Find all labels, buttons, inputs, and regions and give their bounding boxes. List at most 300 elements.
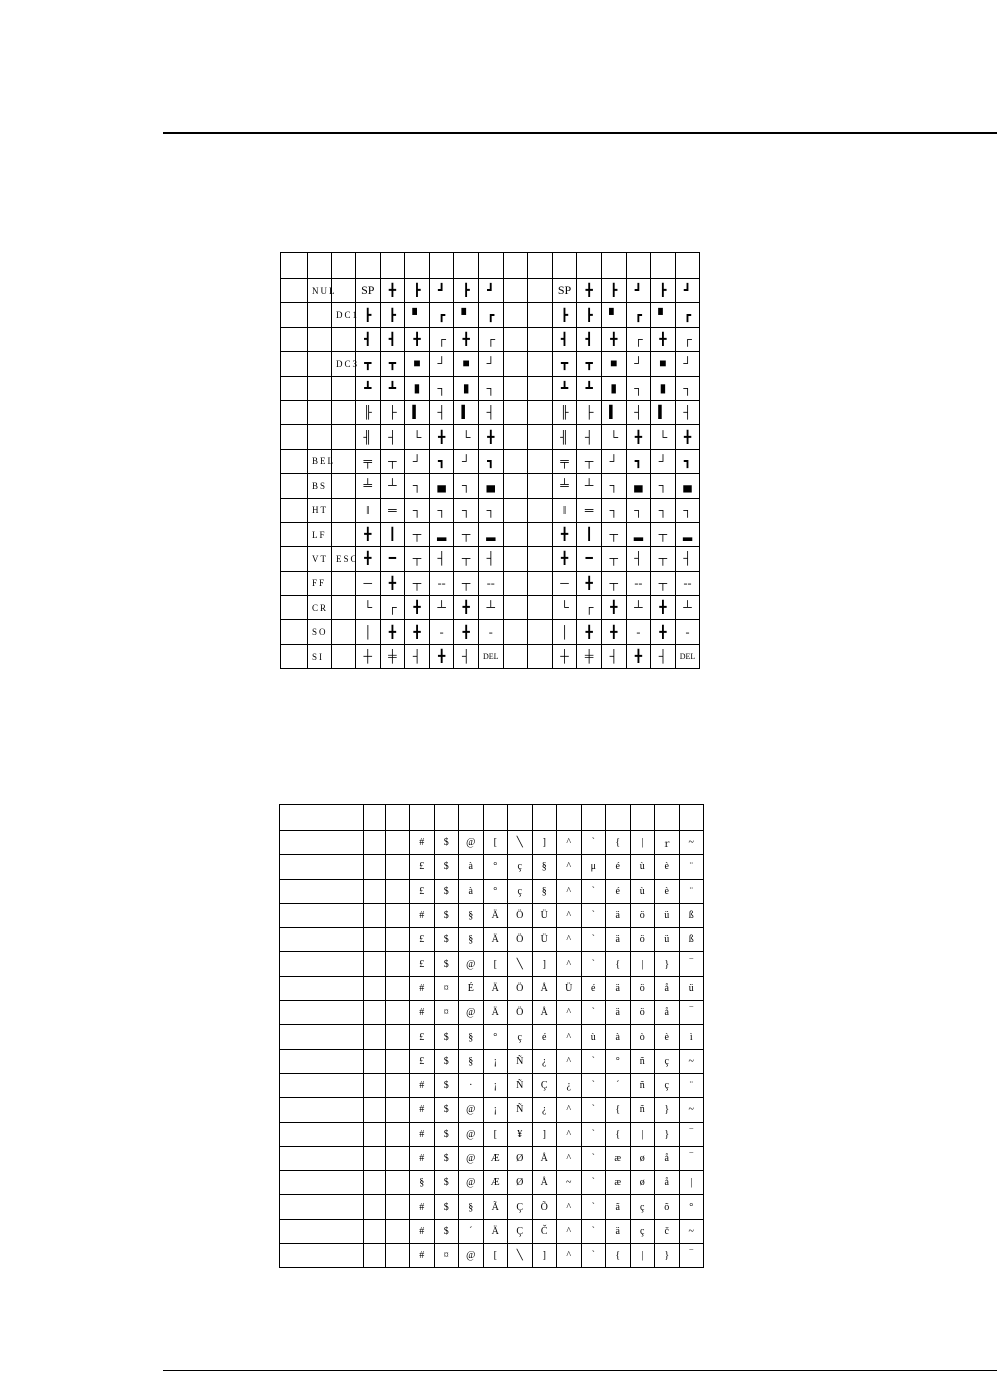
charset-cell: ¤ [434, 1244, 459, 1268]
code-cell: ┬ [601, 522, 626, 546]
table-row [280, 952, 704, 976]
charset-cell: ç [655, 1073, 680, 1097]
code-cell: ┬ [454, 547, 479, 571]
code-cell: ╤ [552, 449, 577, 473]
charset-cell: Ä [483, 1001, 508, 1025]
charset-cell: ù [630, 879, 655, 903]
code-cell [528, 571, 553, 595]
code-cell [503, 522, 528, 546]
charset-cell: ü [655, 903, 680, 927]
charset-cell: ` [581, 928, 606, 952]
charset-cell [280, 903, 364, 927]
table1-header-cell [601, 253, 626, 279]
charset-cell: Ä [483, 976, 508, 1000]
charset-cell: ù [630, 855, 655, 879]
code-cell [528, 547, 553, 571]
charset-cell: | [679, 1171, 704, 1195]
code-cell: ┐ [651, 474, 676, 498]
code-cell [528, 400, 553, 424]
code-cell [281, 327, 308, 351]
charset-cell [386, 1049, 410, 1073]
code-cell: ┬ [651, 522, 676, 546]
code-cell [308, 327, 332, 351]
code-cell: ┣ [356, 303, 381, 327]
code-cell: ╋ [651, 596, 676, 620]
charset-cell: ` [581, 1195, 606, 1219]
charset-cell: Æ [483, 1146, 508, 1170]
table1-header-row [281, 253, 700, 279]
charset-cell [386, 1171, 410, 1195]
charset-cell: ] [532, 1244, 557, 1268]
table1-header-cell [675, 253, 700, 279]
charset-cell: É [459, 976, 484, 1000]
code-cell [332, 644, 356, 668]
code-cell: ╋ [454, 596, 479, 620]
code-cell [281, 596, 308, 620]
code-cell: ┓ [675, 449, 700, 473]
table2-header-cell [434, 805, 459, 831]
table2-header-cell [557, 805, 582, 831]
charset-cell: ^ [557, 855, 582, 879]
charset-cell [386, 903, 410, 927]
code-cell: ╋ [429, 425, 454, 449]
code-cell: ┐ [601, 474, 626, 498]
code-cell: ┳ [380, 352, 405, 376]
code-cell: ┬ [380, 449, 405, 473]
charset-cell: } [655, 1098, 680, 1122]
table-row [281, 498, 700, 522]
code-cell: ‖ [356, 498, 381, 522]
charset-cell: Ä [483, 928, 508, 952]
code-cell: -- [429, 571, 454, 595]
charset-cell: ^ [557, 952, 582, 976]
code-cell: ╋ [651, 620, 676, 644]
code-cell: ┏ [675, 303, 700, 327]
charset-cell: ¡ [483, 1049, 508, 1073]
charset-cell: ä [606, 1219, 631, 1243]
code-cell [332, 474, 356, 498]
code-cell: ┛ [429, 279, 454, 303]
code-cell: ┌ [429, 327, 454, 351]
code-cell: ┳ [552, 352, 577, 376]
code-cell [308, 303, 332, 327]
code-cell [528, 303, 553, 327]
code-cell: ┐ [454, 498, 479, 522]
code-cell: ╪ [380, 644, 405, 668]
code-cell: -- [675, 571, 700, 595]
code-cell: ┣ [601, 279, 626, 303]
charset-cell: ^ [557, 1146, 582, 1170]
charset-cell: é [606, 879, 631, 903]
charset-cell: ä [606, 903, 631, 927]
code-cell: ╢ [552, 425, 577, 449]
code-cell: ┬ [651, 547, 676, 571]
code-cell: ▮ [651, 376, 676, 400]
code-cell: DC3 [332, 352, 356, 376]
charset-cell: £ [410, 1049, 435, 1073]
table-row [281, 327, 700, 351]
charset-cell [364, 1146, 386, 1170]
code-cell: └ [552, 596, 577, 620]
code-cell [528, 279, 553, 303]
footer-rule [163, 1370, 997, 1371]
code-cell: ┤ [429, 547, 454, 571]
charset-cell: } [655, 1244, 680, 1268]
code-cell: ╋ [651, 327, 676, 351]
code-cell: ┃ [380, 522, 405, 546]
code-cell: DC1 [332, 303, 356, 327]
table-row [280, 976, 704, 1000]
code-cell: ‖ [552, 498, 577, 522]
code-cell [332, 376, 356, 400]
charset-cell: õ [655, 1195, 680, 1219]
charset-cell: $ [434, 1122, 459, 1146]
code-cell: ┤ [478, 547, 503, 571]
charset-cell [386, 976, 410, 1000]
table1-header-cell [405, 253, 430, 279]
code-cell [528, 474, 553, 498]
code-cell [281, 449, 308, 473]
charset-cell: Ü [532, 903, 557, 927]
charset-cell: # [410, 1195, 435, 1219]
code-cell [528, 327, 553, 351]
table1-header-cell [308, 253, 332, 279]
charset-cell: ´ [459, 1219, 484, 1243]
code-cell [281, 400, 308, 424]
table1-header-cell [356, 253, 381, 279]
code-cell: ┐ [626, 376, 651, 400]
charset-cell: ø [630, 1146, 655, 1170]
charset-cell: ñ [630, 1049, 655, 1073]
code-cell: ┬ [454, 522, 479, 546]
code-cell: ┤ [626, 547, 651, 571]
code-cell [528, 449, 553, 473]
table-row [281, 449, 700, 473]
code-cell: -- [478, 571, 503, 595]
code-cell: ╋ [405, 596, 430, 620]
code-cell: ▄ [478, 474, 503, 498]
charset-cell: { [606, 831, 631, 855]
charset-cell: ¿ [532, 1049, 557, 1073]
code-cell: ┏ [429, 303, 454, 327]
charset-cell [280, 1171, 364, 1195]
charset-cell: § [459, 1049, 484, 1073]
code-cell: ┏ [478, 303, 503, 327]
charset-cell: ^ [557, 1219, 582, 1243]
code-cell: ▮ [601, 376, 626, 400]
charset-cell [386, 831, 410, 855]
code-cell [528, 425, 553, 449]
table-row [280, 855, 704, 879]
charset-cell: ` [581, 1049, 606, 1073]
charset-cell: $ [434, 928, 459, 952]
charset-cell: ¡ [483, 1098, 508, 1122]
charset-cell [386, 1146, 410, 1170]
charset-cell: é [581, 976, 606, 1000]
charset-cell [364, 1195, 386, 1219]
table2-header-cell [459, 805, 484, 831]
table2-header-cell [280, 805, 364, 831]
code-cell: ┐ [429, 498, 454, 522]
code-cell [332, 327, 356, 351]
charset-cell: | [630, 1244, 655, 1268]
code-cell: ╋ [380, 571, 405, 595]
code-cell: ┣ [380, 303, 405, 327]
charset-cell: # [410, 1219, 435, 1243]
charset-cell: $ [434, 1171, 459, 1195]
code-cell [503, 400, 528, 424]
charset-cell: Ü [557, 976, 582, 1000]
code-cell: FF [308, 571, 332, 595]
charset-cell: ~ [679, 1098, 704, 1122]
charset-cell: ¤ [434, 1001, 459, 1025]
charset-cell: Č [532, 1219, 557, 1243]
charset-cell: § [410, 1171, 435, 1195]
table-row [281, 279, 700, 303]
charset-cell [386, 1122, 410, 1146]
code-cell: └ [454, 425, 479, 449]
charset-cell: ~ [679, 1219, 704, 1243]
charset-cell: Ø [508, 1171, 533, 1195]
charset-cell: [ [483, 1122, 508, 1146]
code-cell [281, 376, 308, 400]
charset-cell: ╲ [508, 1244, 533, 1268]
code-cell [503, 571, 528, 595]
code-cell: ■ [454, 352, 479, 376]
charset-cell: Ø [508, 1146, 533, 1170]
code-cell: ▍ [651, 400, 676, 424]
table2-header-cell [364, 805, 386, 831]
charset-cell [386, 1219, 410, 1243]
charset-cell: [ [483, 952, 508, 976]
code-cell: ┫ [552, 327, 577, 351]
code-cell [528, 522, 553, 546]
charset-cell: ^ [557, 1025, 582, 1049]
charset-cell [280, 928, 364, 952]
charset-cell: é [606, 855, 631, 879]
charset-cell: ^ [557, 1244, 582, 1268]
table1-header-cell [626, 253, 651, 279]
table-row [280, 1146, 704, 1170]
code-cell: HT [308, 498, 332, 522]
code-cell: ╟ [356, 400, 381, 424]
code-cell: ┳ [577, 352, 602, 376]
code-cell: ┐ [405, 498, 430, 522]
code-cell: ╋ [405, 620, 430, 644]
charset-cell [386, 928, 410, 952]
charset-cell [280, 831, 364, 855]
charset-cell: } [655, 1122, 680, 1146]
charset-cell: Õ [532, 1195, 557, 1219]
table-row [281, 376, 700, 400]
charset-cell: · [459, 1073, 484, 1097]
code-cell: ■ [405, 352, 430, 376]
charset-cell: ö [630, 1001, 655, 1025]
code-cell: ┌ [626, 327, 651, 351]
table1-header-cell [332, 253, 356, 279]
code-cell: ┻ [380, 376, 405, 400]
charset-cell: # [410, 1001, 435, 1025]
charset-cell: ö [630, 928, 655, 952]
charset-cell: ù [581, 1025, 606, 1049]
code-cell: ┴ [380, 474, 405, 498]
charset-cell [280, 1001, 364, 1025]
charset-cell [280, 1025, 364, 1049]
charset-cell [280, 1073, 364, 1097]
charset-cell: ` [581, 831, 606, 855]
charset-cell: Ö [508, 903, 533, 927]
charset-cell: ö [630, 976, 655, 1000]
charset-cell: ü [679, 976, 704, 1000]
charset-cell [364, 1122, 386, 1146]
charset-cell [364, 879, 386, 903]
code-cell [308, 352, 332, 376]
code-cell: ━ [380, 547, 405, 571]
code-cell [332, 498, 356, 522]
table2-header-cell [386, 805, 410, 831]
code-cell: ┤ [577, 425, 602, 449]
code-cell: ╋ [577, 571, 602, 595]
code-cell: ┤ [380, 425, 405, 449]
charset-cell [364, 976, 386, 1000]
charset-cell: å [655, 976, 680, 1000]
charset-cell: ¨ [679, 879, 704, 903]
charset-cell: ^ [557, 1049, 582, 1073]
code-cell: ╋ [675, 425, 700, 449]
code-cell: NUL [308, 279, 332, 303]
charset-cell: Ä [483, 1219, 508, 1243]
code-cell: ┤ [429, 400, 454, 424]
code-cell [503, 474, 528, 498]
table2-header-cell [483, 805, 508, 831]
code-cell: ┻ [577, 376, 602, 400]
table1-header-cell [651, 253, 676, 279]
table2-header-cell [655, 805, 680, 831]
code-cell: ┴ [429, 596, 454, 620]
charset-cell: ~ [679, 1049, 704, 1073]
charset-cell: ‾ [679, 952, 704, 976]
charset-cell: ` [581, 1146, 606, 1170]
charset-cell: @ [459, 1098, 484, 1122]
code-cell: ┳ [356, 352, 381, 376]
charset-cell: ø [630, 1171, 655, 1195]
code-cell: ┻ [552, 376, 577, 400]
charset-cell: ╲ [508, 831, 533, 855]
code-cell [503, 596, 528, 620]
table1-header-cell [429, 253, 454, 279]
charset-cell [280, 952, 364, 976]
code-cell: ■ [651, 352, 676, 376]
charset-cell: æ [606, 1146, 631, 1170]
table-row [281, 352, 700, 376]
charset-cell: ä [606, 976, 631, 1000]
code-cell: -- [626, 571, 651, 595]
code-cell: ┣ [454, 279, 479, 303]
code-cell: ┬ [601, 571, 626, 595]
charset-cell [364, 952, 386, 976]
charset-cell: Ö [508, 1001, 533, 1025]
code-cell: ╋ [577, 279, 602, 303]
table-row [281, 400, 700, 424]
code-cell: ┐ [675, 498, 700, 522]
code-cell [308, 400, 332, 424]
charset-cell: å [655, 1001, 680, 1025]
code-cell: ┴ [675, 596, 700, 620]
charset-cell: ~ [557, 1171, 582, 1195]
charset-cell: | [630, 1122, 655, 1146]
table-row [281, 571, 700, 595]
table2-header-row [280, 805, 704, 831]
table-row [280, 1171, 704, 1195]
charset-cell: $ [434, 1219, 459, 1243]
charset-cell: ò [630, 1025, 655, 1049]
code-cell: BEL [308, 449, 332, 473]
charset-cell: $ [434, 879, 459, 903]
code-cell: ▘ [454, 303, 479, 327]
code-cell: DEL [675, 644, 700, 668]
charset-cell: ^ [557, 879, 582, 903]
charset-cell: $ [434, 952, 459, 976]
charset-cell [386, 1001, 410, 1025]
code-cell: ┤ [626, 400, 651, 424]
code-cell: ├ [380, 400, 405, 424]
charset-cell: £ [410, 952, 435, 976]
charset-cell: ｒ [655, 831, 680, 855]
charset-cell: ç [508, 855, 533, 879]
charset-cell: Ñ [508, 1098, 533, 1122]
charset-cell: ß [679, 903, 704, 927]
code-cell: ┐ [675, 376, 700, 400]
charset-cell: # [410, 831, 435, 855]
charset-cell: $ [434, 1146, 459, 1170]
charset-cell: £ [410, 879, 435, 903]
code-cell: ╤ [356, 449, 381, 473]
code-cell [503, 644, 528, 668]
international-character-set-table [279, 804, 704, 1268]
charset-cell: # [410, 1098, 435, 1122]
code-cell [332, 400, 356, 424]
table-row [280, 1122, 704, 1146]
code-cell: ┫ [356, 327, 381, 351]
code-cell: SP [356, 279, 381, 303]
charset-cell: $ [434, 1098, 459, 1122]
code-cell [503, 327, 528, 351]
charset-cell: ¤ [434, 976, 459, 1000]
charset-cell: ` [581, 1001, 606, 1025]
charset-cell: å [655, 1146, 680, 1170]
code-cell: ┏ [626, 303, 651, 327]
table2-header-cell [581, 805, 606, 831]
code-cell: ─ [356, 571, 381, 595]
charset-cell: ` [581, 879, 606, 903]
code-cell: ┣ [577, 303, 602, 327]
charset-cell [386, 1195, 410, 1219]
code-cell: ═ [577, 498, 602, 522]
code-cell: ▄ [429, 474, 454, 498]
table1-header-cell [478, 253, 503, 279]
code-cell: ╋ [552, 547, 577, 571]
code-cell: ┼ [552, 644, 577, 668]
charset-cell: ° [483, 855, 508, 879]
code-cell: ╋ [356, 522, 381, 546]
character-code-table [280, 252, 700, 669]
charset-cell: ` [581, 1171, 606, 1195]
code-cell [281, 620, 308, 644]
table2-header-cell [508, 805, 533, 831]
code-cell: BS [308, 474, 332, 498]
code-cell: ┐ [478, 376, 503, 400]
code-cell: ┘ [429, 352, 454, 376]
